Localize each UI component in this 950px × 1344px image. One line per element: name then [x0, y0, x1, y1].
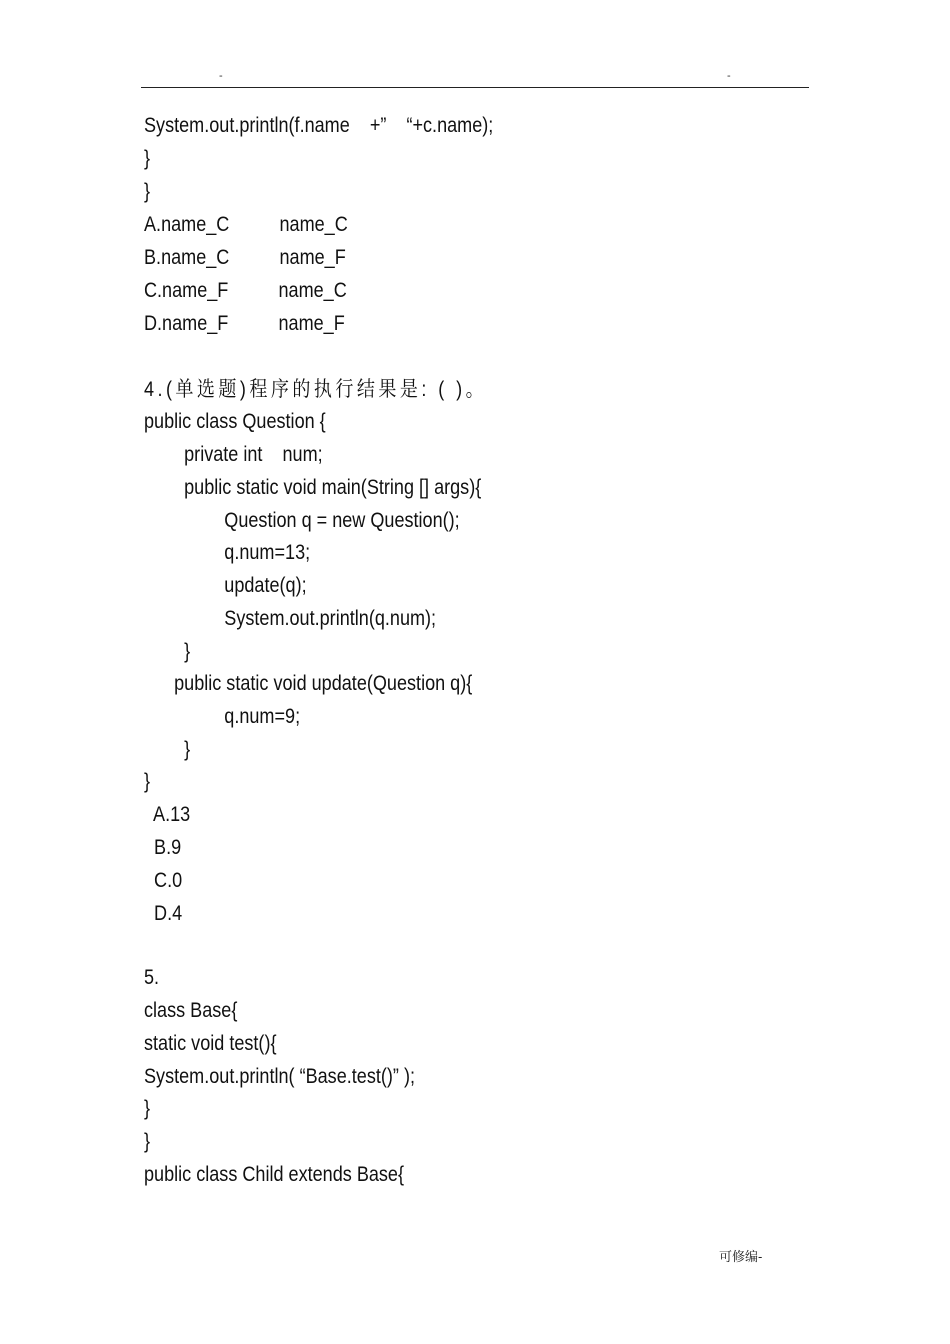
code-line: Question q = new Question(); [144, 509, 460, 532]
option-line: B.name_C name_F [144, 246, 346, 269]
code-line: } [144, 640, 191, 663]
code-line: static void test(){ [144, 1032, 277, 1055]
code-line: } [144, 147, 151, 170]
code-line: private int num; [144, 443, 323, 466]
code-line: q.num=13; [144, 541, 311, 564]
code-line: } [144, 1130, 151, 1153]
header-rule [141, 87, 809, 88]
option-line: A.13 [144, 803, 191, 826]
code-line: public class Child extends Base{ [144, 1163, 405, 1186]
code-line: update(q); [144, 574, 307, 597]
question-number: 5. [144, 966, 160, 989]
header-right-mark: - [727, 70, 731, 82]
code-line: q.num=9; [144, 705, 301, 728]
code-line: System.out.println(f.name +” “+c.name); [144, 114, 494, 137]
option-line: D.name_F name_F [144, 312, 345, 335]
question-title: 4.(单选题)程序的执行结果是: ( )。 [144, 378, 488, 401]
code-line: public class Question { [144, 410, 326, 433]
header-left-mark: - [219, 70, 223, 82]
code-line: System.out.println(q.num); [144, 607, 437, 630]
option-line: D.4 [144, 902, 183, 925]
code-line: class Base{ [144, 999, 238, 1022]
code-line: } [144, 738, 191, 761]
option-line: C.0 [144, 869, 183, 892]
code-line: } [144, 180, 151, 203]
footer-note: 可修编- [719, 1249, 763, 1264]
code-line: public static void update(Question q){ [144, 672, 473, 695]
option-line: C.name_F name_C [144, 279, 347, 302]
code-line: System.out.println( “Base.test()” ); [144, 1065, 415, 1088]
code-line: public static void main(String [] args){ [144, 476, 482, 499]
option-line: A.name_C name_C [144, 213, 348, 236]
code-line: } [144, 1097, 151, 1120]
code-line: } [144, 770, 151, 793]
option-line: B.9 [144, 836, 182, 859]
